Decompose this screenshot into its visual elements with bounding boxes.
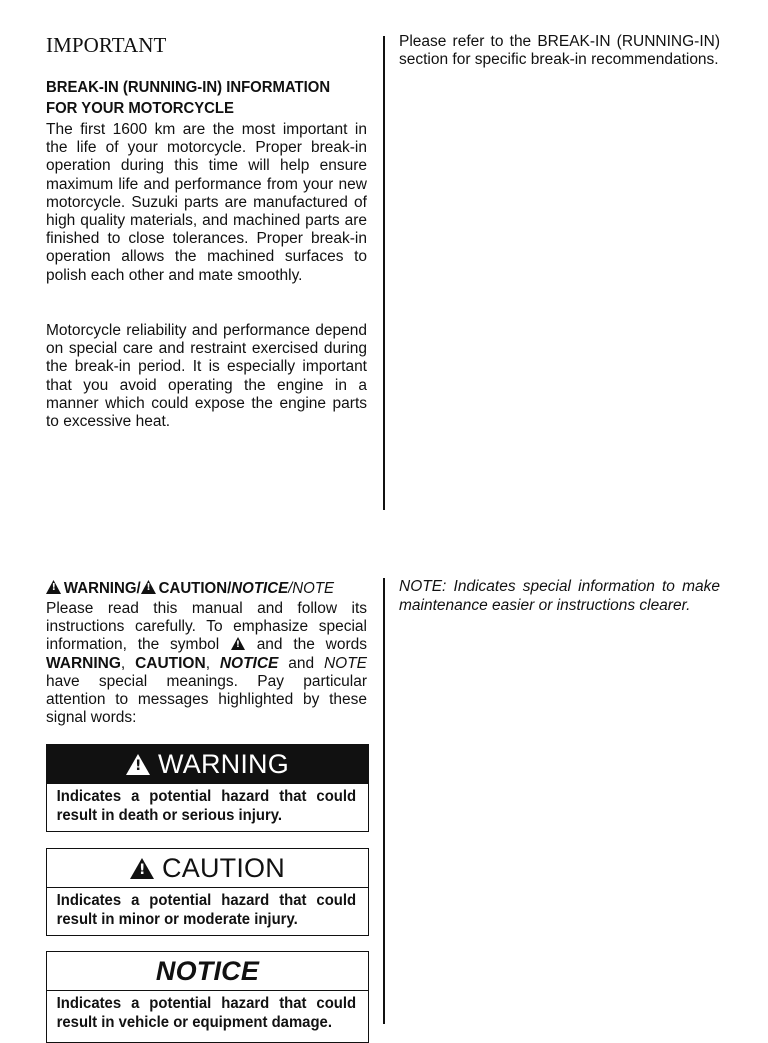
- warning-triangle-icon: [46, 580, 61, 594]
- intro-part-2: and the words: [256, 636, 367, 654]
- comma-1: ,: [120, 654, 126, 672]
- keyword-caution: CAUTION: [135, 654, 206, 672]
- signal-words-heading: [46, 579, 334, 599]
- heading-caution-word: CAUTION/: [158, 580, 232, 597]
- warning-box-text: Indicates a potential hazard that could result in death or serious injury.: [56, 788, 357, 824]
- warning-triangle-icon: [231, 637, 245, 650]
- intro-part-1: Please read this manual and follow its instructions carefully. To emphasize special information, the symbol: [46, 600, 367, 654]
- section-heading: [46, 77, 372, 119]
- column-divider-bottom: [383, 578, 385, 1024]
- heading-warning-word: WARNING/: [63, 580, 141, 597]
- break-in-paragraph-1: The first 1600 km are the most important in the life of your motorcycle. Proper break-in operation during this time will help ensure maximum life and performance from your new motorcycle. Suzuki parts are manufactured of high quality materials, and machined parts are finished to close tolerances. Proper break-in operation allows the machined surfaces to polish each other and mate smoothly.: [46, 121, 367, 284]
- note-paragraph: NOTE: Indicates special information to make maintenance easier or instructions clearer.: [399, 578, 720, 614]
- notice-box: [46, 951, 369, 1043]
- warning-box-header: [47, 745, 368, 784]
- warning-box: [46, 744, 369, 832]
- notice-box-text: Indicates a potential hazard that could result in vehicle or equipment damage.: [56, 995, 357, 1031]
- keyword-and: and: [288, 654, 315, 672]
- caution-box-header: [47, 849, 368, 888]
- caution-box-title: CAUTION: [162, 852, 285, 883]
- notice-box-title: NOTICE: [155, 955, 260, 986]
- important-label: IMPORTANT: [46, 33, 167, 57]
- section-heading-line2: FOR YOUR MOTORCYCLE: [46, 100, 234, 117]
- warning-triangle-icon: [141, 580, 156, 594]
- keyword-note: NOTE: [323, 654, 368, 672]
- keyword-notice: NOTICE: [219, 654, 279, 672]
- refer-paragraph: Please refer to the BREAK-IN (RUNNING-IN) section for specific break-in recommendations.: [399, 33, 720, 69]
- column-divider-top: [383, 36, 385, 510]
- warning-box-title: WARNING: [158, 748, 289, 779]
- caution-box-text: Indicates a potential hazard that could result in minor or moderate injury.: [56, 892, 357, 928]
- heading-notice-word: NOTICE: [231, 580, 289, 597]
- warning-triangle-icon: [126, 754, 150, 775]
- comma-2: ,: [205, 654, 210, 672]
- signal-words-intro: [46, 600, 367, 727]
- intro-part-3: have special meanings. Pay particular attention to messages highlighted by these signal words:: [46, 672, 367, 727]
- section-heading-line1: BREAK-IN (RUNNING-IN) INFORMATION: [46, 79, 331, 96]
- keyword-warning: WARNING: [46, 654, 121, 672]
- heading-note-word: /NOTE: [288, 580, 335, 597]
- notice-box-header: [47, 952, 368, 991]
- break-in-paragraph-2: Motorcycle reliability and performance depend on special care and restraint exercised during the break-in period. It is especially important that you avoid operating the engine in a manner which could expose the engine parts to excessive heat.: [46, 322, 367, 431]
- caution-box: [46, 848, 369, 936]
- warning-triangle-icon: [130, 858, 154, 879]
